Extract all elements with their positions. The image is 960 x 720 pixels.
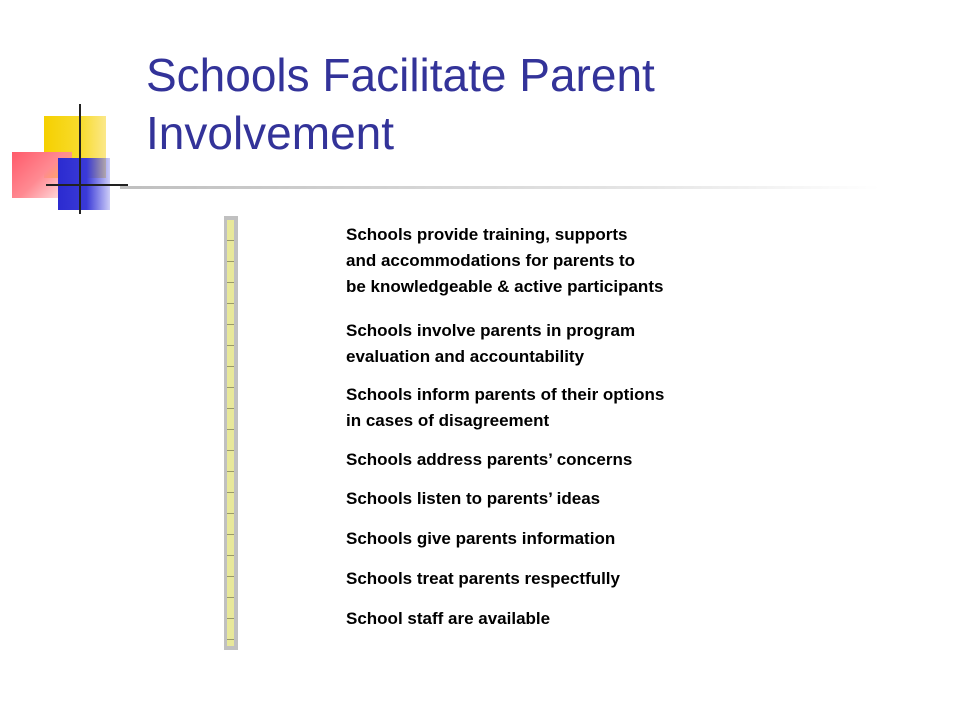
ladder-item-6 — [346, 526, 615, 552]
item-line: Schools address parents’ concerns — [346, 450, 633, 469]
item-line: Schools involve parents in program — [346, 321, 636, 340]
ladder-bar — [224, 216, 238, 650]
item-line: School staff are available — [346, 609, 551, 628]
slide-title — [146, 46, 906, 162]
item-line: Schools provide training, supports — [346, 225, 628, 244]
ladder-item-4 — [346, 447, 632, 473]
item-line: Schools give parents information — [346, 529, 616, 548]
item-line: Schools inform parents of their options — [346, 385, 665, 404]
ladder-item-1 — [346, 222, 663, 300]
title-line-1: Schools Facilitate Parent — [146, 49, 655, 101]
title-underline — [120, 186, 880, 189]
decor-vertical-line — [79, 104, 81, 214]
item-line: and accommodations for parents to — [346, 251, 636, 270]
item-line: Schools treat parents respectfully — [346, 569, 620, 588]
ladder-item-3 — [346, 382, 664, 434]
ladder-item-7 — [346, 566, 620, 592]
ladder-item-2 — [346, 318, 635, 370]
corner-decoration — [0, 0, 140, 230]
item-line: evaluation and accountability — [346, 347, 585, 366]
item-line: in cases of disagreement — [346, 411, 550, 430]
item-line: be knowledgeable & active participants — [346, 277, 664, 296]
item-line: Schools listen to parents’ ideas — [346, 489, 601, 508]
decor-horizontal-line — [46, 184, 128, 186]
title-line-2: Involvement — [146, 107, 395, 159]
ladder-rungs — [227, 220, 234, 646]
ladder-item-5 — [346, 486, 600, 512]
ladder-item-8 — [346, 606, 550, 632]
